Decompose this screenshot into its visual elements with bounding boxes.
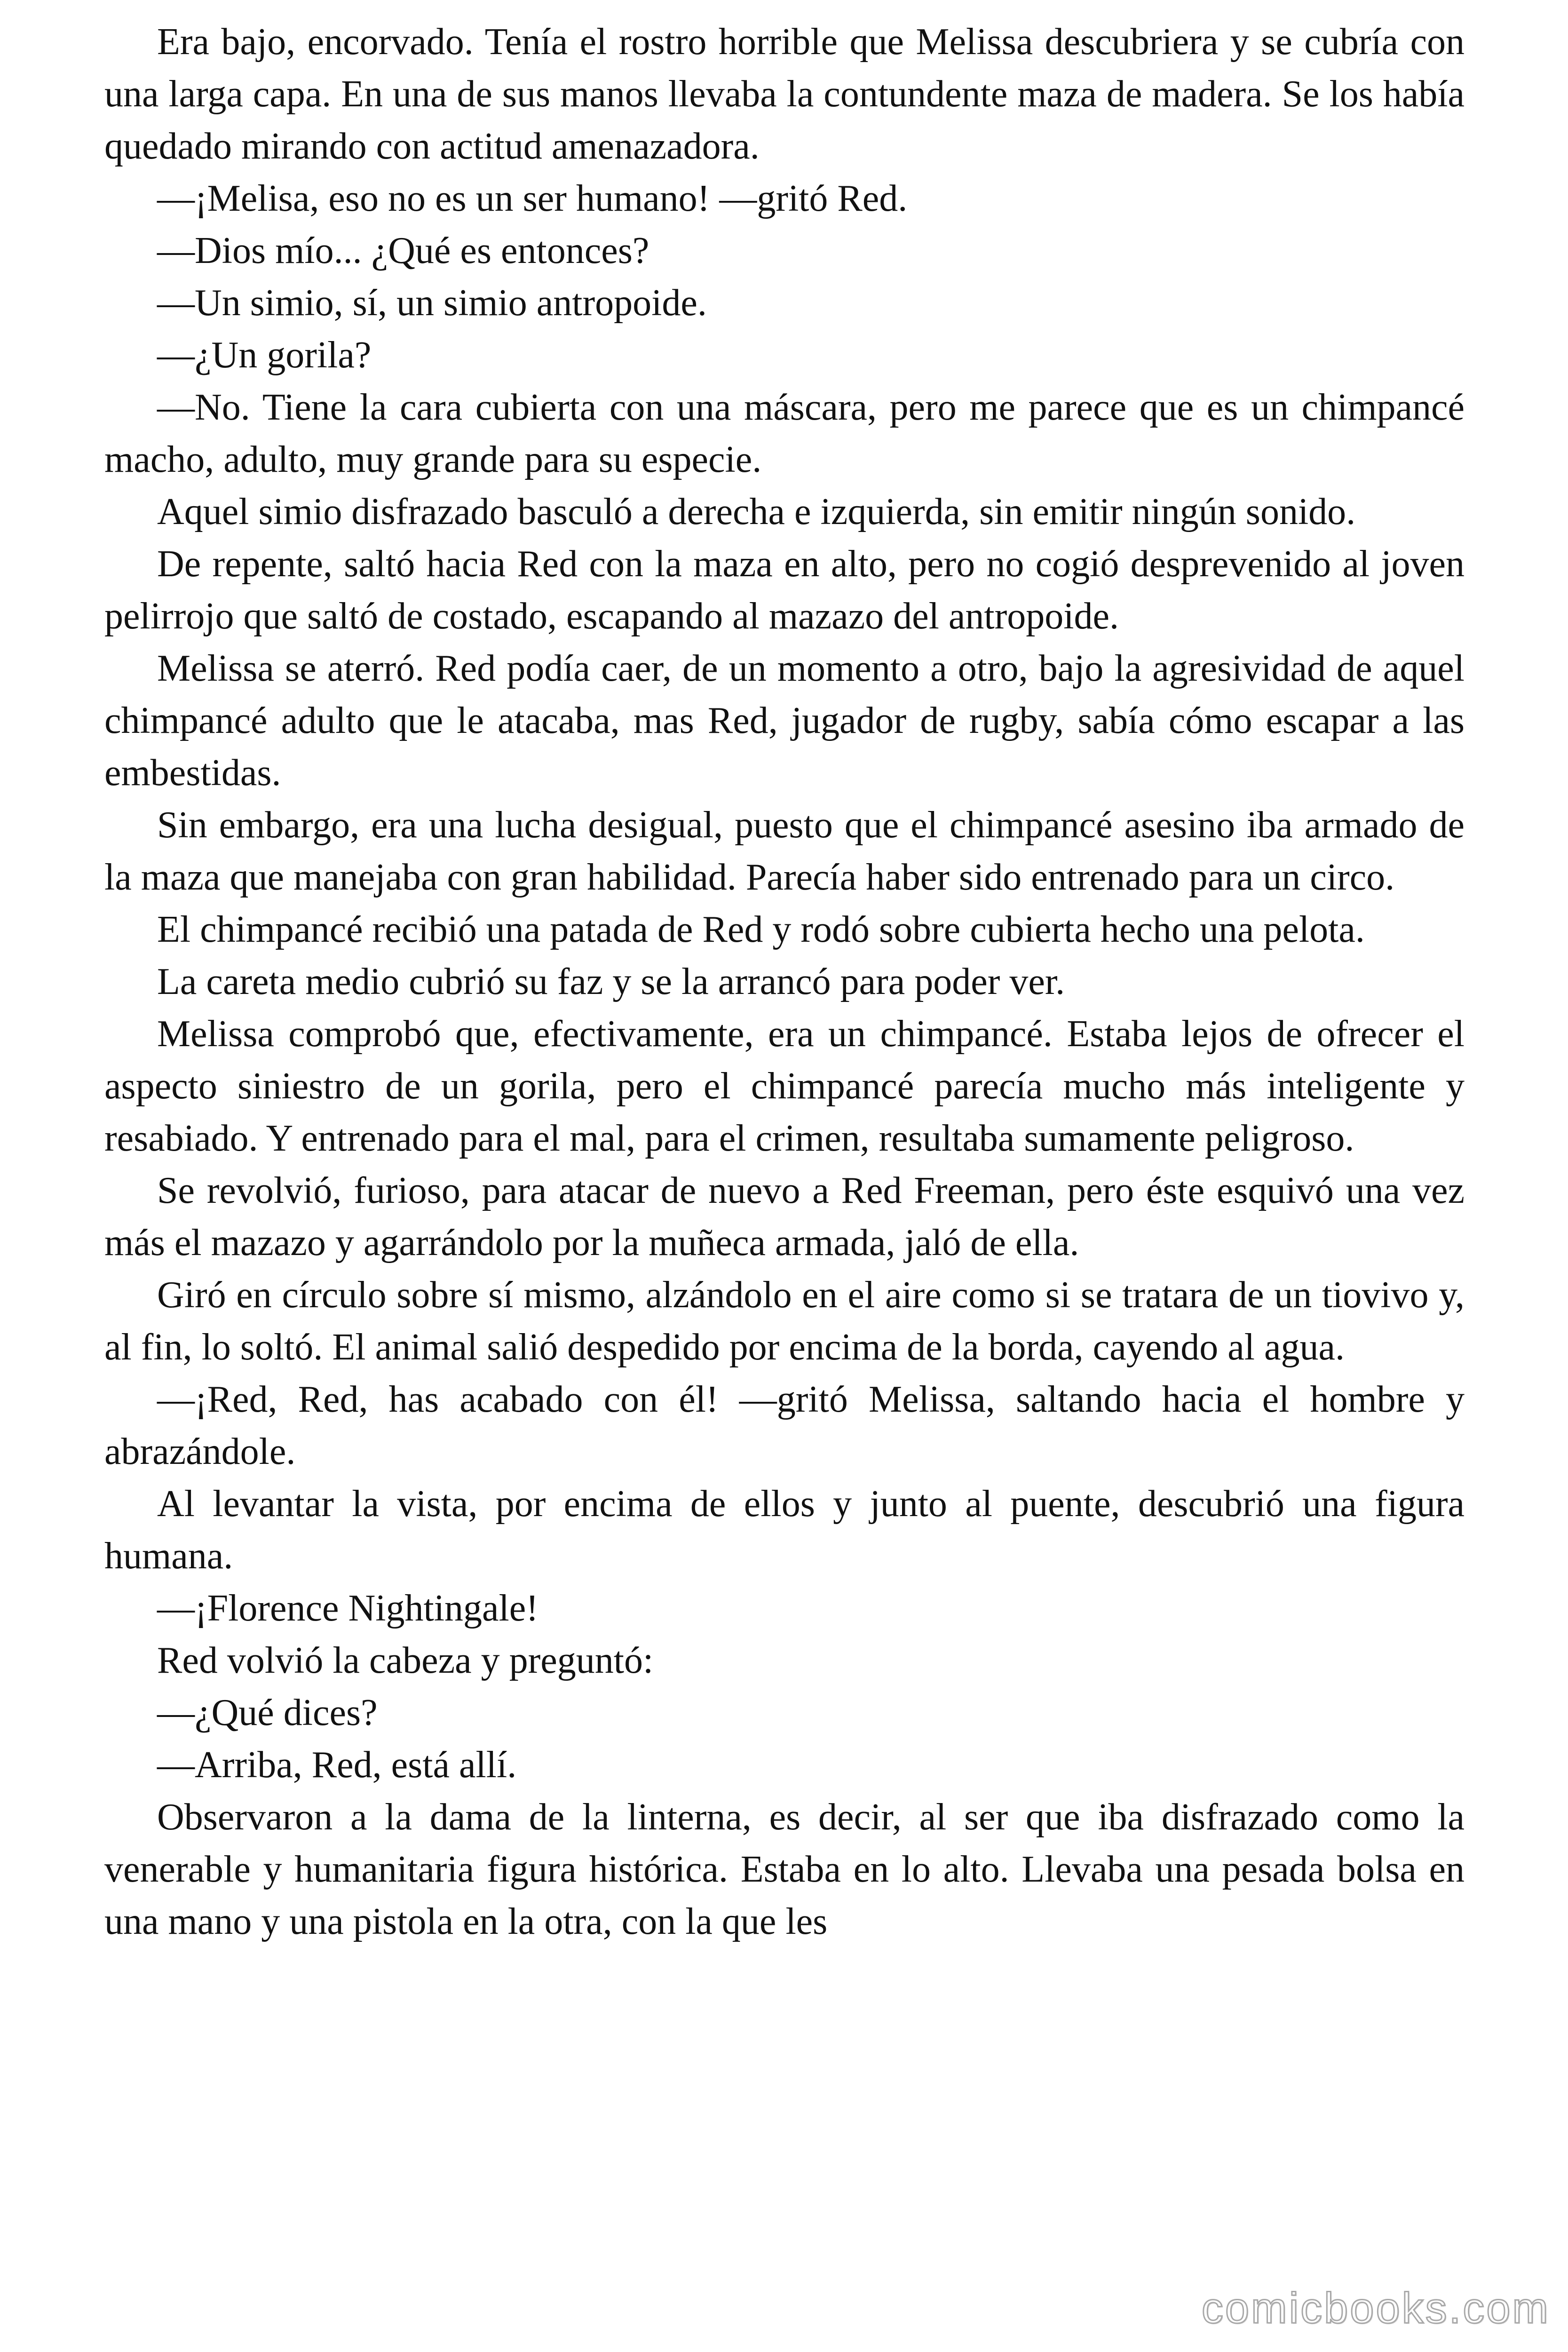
paragraph: De repente, saltó hacia Red con la maza en alto, pero no cogió desprevenido al joven pelirrojo que saltó de costado, escapando al mazazo del antropoide. <box>104 543 1465 637</box>
paragraph: —¿Qué dices? <box>157 1692 378 1733</box>
paragraph: —Dios mío... ¿Qué es entonces? <box>157 230 649 271</box>
paragraph: —¡Red, Red, has acabado con él! —gritó Melissa, saltando hacia el hombre y abrazándole. <box>104 1379 1465 1472</box>
text-column <box>104 16 1465 1948</box>
paragraph: Sin embargo, era una lucha desigual, puesto que el chimpancé asesino iba armado de la maza que manejaba con gran habilidad. Parecía haber sido entrenado para un circo. <box>104 804 1465 898</box>
paragraph: Se revolvió, furioso, para atacar de nuevo a Red Freeman, pero éste esquivó una vez más el mazazo y agarrándolo por la muñeca armada, jaló de ella. <box>104 1170 1465 1263</box>
paragraph: Giró en círculo sobre sí mismo, alzándolo en el aire como si se tratara de un tiovivo y, al fin, lo soltó. El animal salió despedido por encima de la borda, cayendo al agua. <box>104 1274 1465 1368</box>
paragraph: —Un simio, sí, un simio antropoide. <box>157 282 707 324</box>
paragraph: —¿Un gorila? <box>157 334 372 376</box>
paragraph: —¡Florence Nightingale! <box>157 1588 539 1629</box>
paragraph: —Arriba, Red, está allí. <box>157 1744 517 1786</box>
paragraph: Al levantar la vista, por encima de ellos y junto al puente, descubrió una figura humana. <box>104 1483 1465 1577</box>
paragraph: —No. Tiene la cara cubierta con una máscara, pero me parece que es un chimpancé macho, adulto, muy grande para su especie. <box>104 387 1465 480</box>
paragraph: La careta medio cubrió su faz y se la arrancó para poder ver. <box>157 961 1065 1002</box>
paragraph: Melissa se aterró. Red podía caer, de un momento a otro, bajo la agresividad de aquel chimpancé adulto que le atacaba, mas Red, jugador de rugby, sabía cómo escapar a las embestidas. <box>104 648 1465 794</box>
paragraph: —¡Melisa, eso no es un ser humano! —gritó Red. <box>157 178 908 219</box>
paragraph: Aquel simio disfrazado basculó a derecha e izquierda, sin emitir ningún sonido. <box>157 491 1356 532</box>
paragraph: Observaron a la dama de la linterna, es decir, al ser que iba disfrazado como la venerable y humanitaria figura histórica. Estaba en lo alto. Llevaba una pesada bolsa en una mano y una pistola en la otra, con la que les <box>104 1796 1465 1942</box>
paragraph: Era bajo, encorvado. Tenía el rostro horrible que Melissa descubriera y se cubría con una larga capa. En una de sus manos llevaba la contundente maza de madera. Se los había quedado mirando con actitud amenazadora. <box>104 21 1465 167</box>
paragraph: Red volvió la cabeza y preguntó: <box>157 1640 654 1681</box>
paragraph: Melissa comprobó que, efectivamente, era un chimpancé. Estaba lejos de ofrecer el aspecto siniestro de un gorila, pero el chimpancé parecía mucho más inteligente y resabiado. Y entrenado para el mal, para el crimen, resultaba sumamente peligroso. <box>104 1013 1465 1159</box>
paragraph: El chimpancé recibió una patada de Red y rodó sobre cubierta hecho una pelota. <box>157 909 1365 950</box>
watermark: comicbooks.com <box>1201 2284 1550 2332</box>
